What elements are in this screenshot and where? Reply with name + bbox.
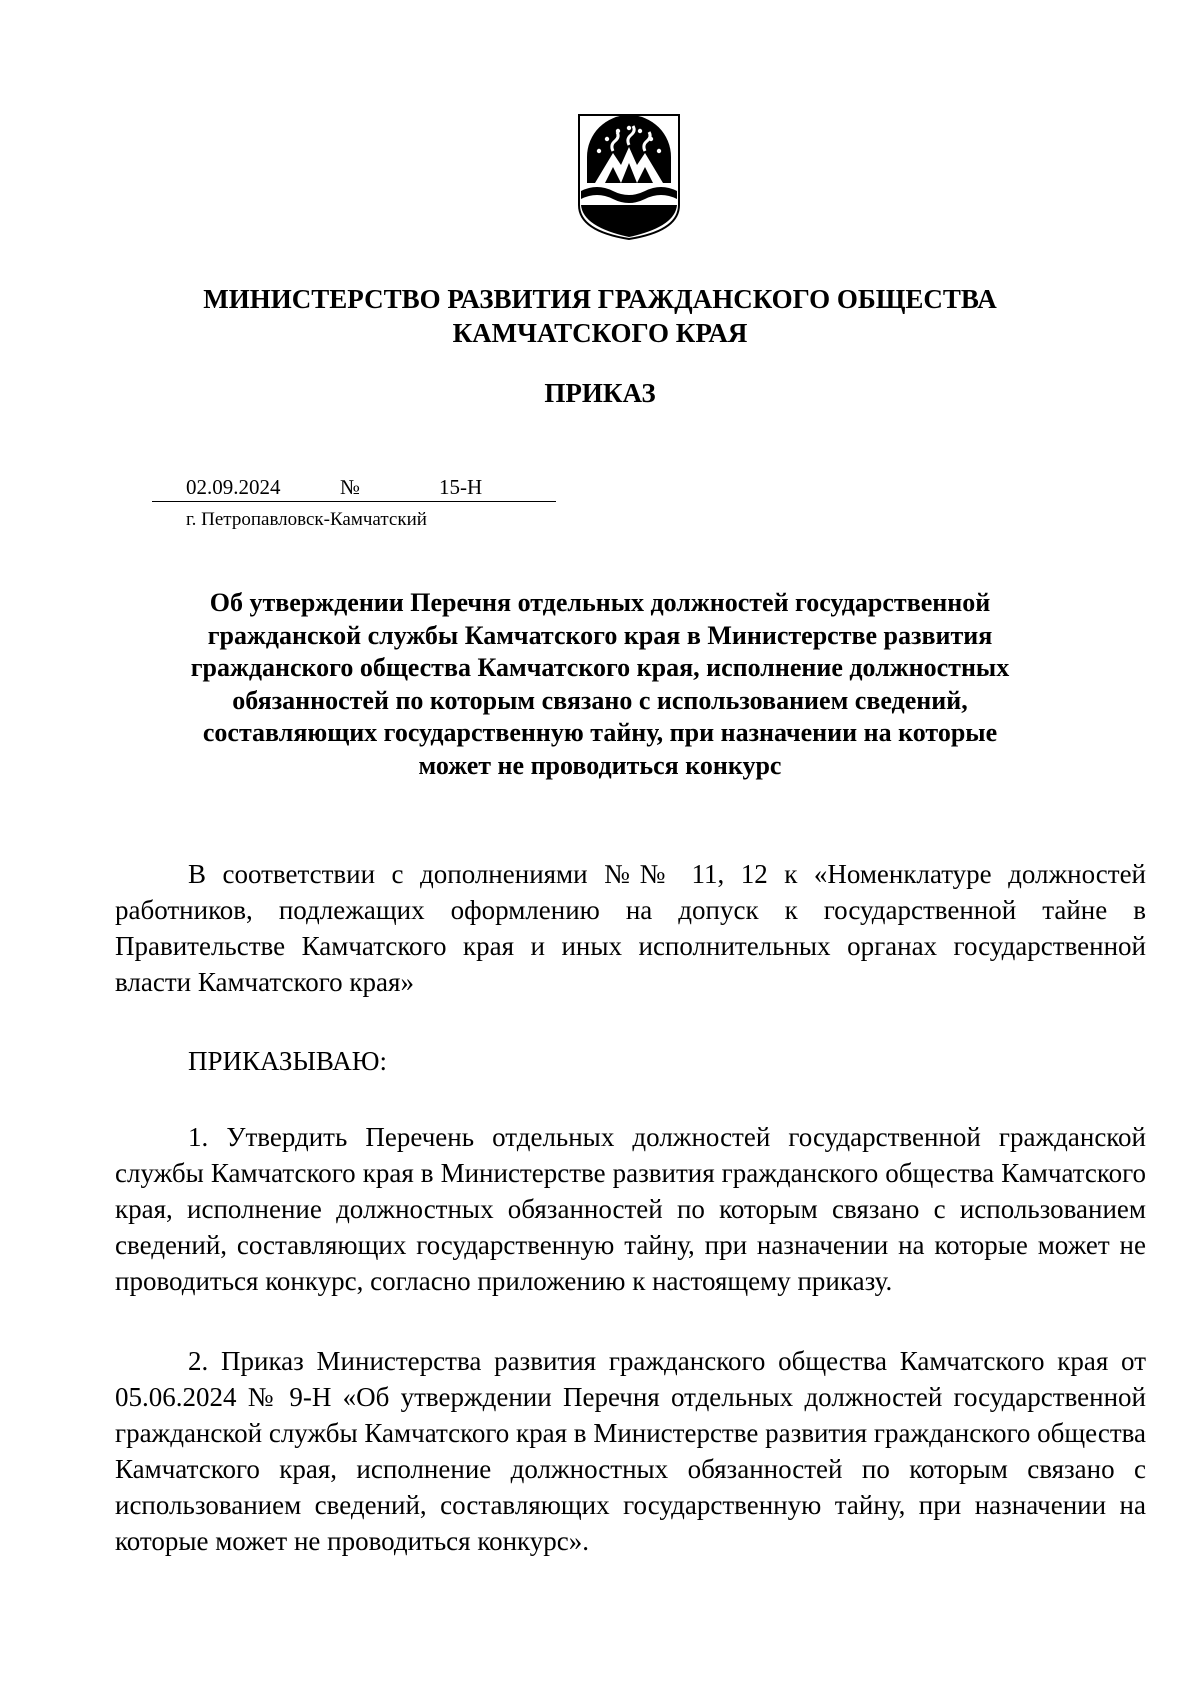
- ministry-name-line1: МИНИСТЕРСТВО РАЗВИТИЯ ГРАЖДАНСКОГО ОБЩЕСТВА: [203, 284, 997, 314]
- document-number: 15-Н: [439, 475, 483, 499]
- title-line: обязанностей по которым связано с использованием сведений,: [232, 685, 968, 715]
- title-line: составляющих государственную тайну, при назначении на которые: [202, 718, 998, 747]
- ministry-name-line2: КАМЧАТСКОГО КРАЯ: [452, 318, 748, 348]
- order-item-1: 1. Утвердить Перечень отдельных должностей государственной гражданской службы Камчатского края в Министерстве развития гражданского общества Камчатского края, исполнение должностных обязанностей по которым связано с использованием сведений, составляющих государственную тайну, при назначении на которые может не проводиться конкурс, согласно приложению к настоящему приказу.: [115, 1122, 1146, 1296]
- coat-of-arms-icon: [577, 113, 681, 241]
- title-line: может не проводиться конкурс: [418, 750, 782, 780]
- document-title: [140, 587, 1060, 782]
- title-line: Об утверждении Перечня отдельных должностей государственной: [209, 588, 991, 617]
- order-item-2: 2. Приказ Министерства развития гражданского общества Камчатского края от 05.06.2024 № 9-Н «Об утверждении Перечня отдельных должностей государственной гражданской службы Камчатского края в Министерстве развития гражданского общества Камчатского края, исполнение должностных обязанностей по которым связано с использованием сведений, составляющих государственную тайну, при назначении на которые может не проводиться конкурс».: [115, 1346, 1146, 1556]
- document-city: г. Петропавловск-Камчатский: [186, 509, 427, 530]
- orders-heading: ПРИКАЗЫВАЮ:: [188, 1046, 387, 1076]
- document-date: 02.09.2024: [186, 475, 281, 499]
- number-sign: №: [340, 475, 361, 499]
- document-meta-line: [152, 475, 556, 502]
- ministry-name: [150, 282, 1050, 350]
- title-line: гражданской службы Камчатского края в Министерстве развития: [207, 620, 993, 650]
- preamble-paragraph: В соответствии с дополнениями №№ 11, 12 к «Номенклатуре должностей работников, подлежащих оформлению на допуск к государственной тайне в Правительстве Камчатского края и иных исполнительных органах государственной власти Камчатского края»: [115, 859, 1146, 997]
- document-type: ПРИКАЗ: [544, 378, 656, 408]
- title-line: гражданского общества Камчатского края, исполнение должностных: [190, 653, 1010, 682]
